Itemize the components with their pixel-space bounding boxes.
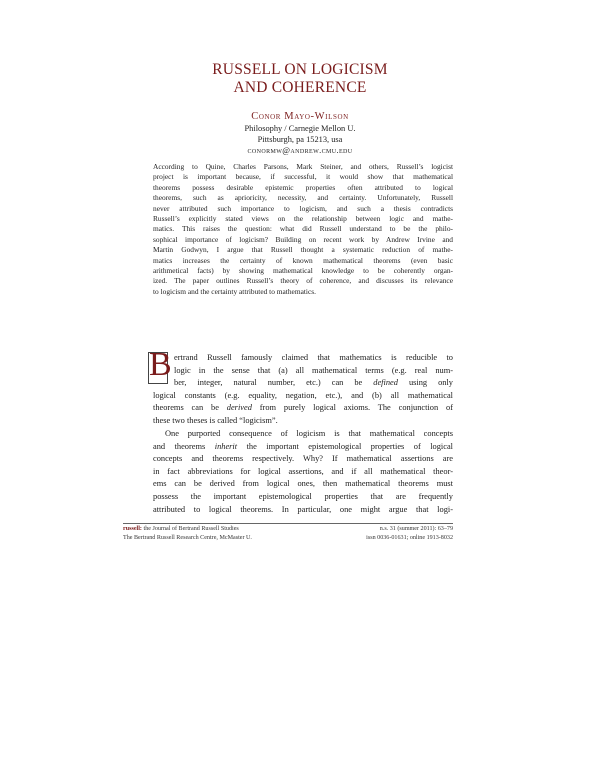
abstract-line: to logicism and the certainty attributed to mathematics. (153, 286, 316, 296)
text-line: ber, integer, natural number, etc.) can be defined using only (174, 378, 453, 388)
emphasis: inherit (214, 441, 238, 451)
footer-divider (123, 523, 453, 524)
footer-issue: n.s. 31 (summer 2011): 63–79 (379, 526, 453, 532)
text-line: concepts and theorems respectively. Why? If mathematical assertions are (153, 454, 453, 464)
abstract-line: arithmetical facts) by showing mathematical knowledge to be coherently organ- (153, 266, 453, 276)
footer-centre: The Bertrand Russell Research Centre, McMaster U. (123, 535, 252, 541)
abstract-line: project is important because, if successful, it would show that mathematical (153, 172, 453, 182)
abstract-line: never attributed such importance to logicism, and such a thesis contradicts (153, 203, 453, 213)
drop-cap: B (149, 346, 172, 383)
abstract (153, 162, 453, 297)
emphasis: derived (226, 403, 252, 413)
text-line: in fact abbreviations for logical assertions, and if all mathematical theor- (153, 466, 453, 476)
text-line: possess the important epistemological properties that are frequently (153, 491, 453, 501)
text-line: theorems can be derived from purely logical axioms. The conjunction of (153, 403, 453, 413)
abstract-line: According to Quine, Charles Parsons, Mark Steiner, and others, Russell’s logicist (153, 162, 453, 171)
footer-issn: issn 0036-01631; online 1913-8032 (366, 535, 453, 541)
author-name: Conor Mayo-Wilson (251, 111, 349, 122)
emphasis: defined (373, 378, 398, 388)
text-line: these two theses is called “logicism”. (153, 415, 278, 425)
abstract-line: matics. This raises the question: what did Russell understand to be the philo- (153, 224, 453, 234)
body-paragraph-2 (153, 428, 453, 516)
body-paragraph-1 (153, 352, 453, 428)
abstract-line: matics increases the certainty of known mathematical theorems (even basic (153, 255, 453, 265)
text-line: and theorems inherit the important epistemological properties of logical (153, 441, 454, 451)
text-line: ertrand Russell famously claimed that mathematics is reducible to (174, 353, 453, 362)
abstract-line: Russell’s explicitly stated views on the relationship between logic and mathe- (153, 214, 453, 224)
author-email: conormw@andrew.cmu.edu (247, 146, 353, 155)
text-line: logic in the sense that (a) all mathematical terms (e.g. real num- (174, 365, 453, 375)
author-affiliation: Philosophy / Carnegie Mellon U. (244, 124, 356, 133)
footer-journal: russell: the Journal of Bertrand Russell Studies (123, 526, 239, 532)
text-line: logical constants (e.g. equality, negation, etc.), and (b) all mathematical (153, 390, 453, 400)
abstract-line: theorems possess desirable epistemic properties often attributed to logical (153, 182, 453, 192)
abstract-line: Martin Godwyn, I argue that Russell thought a systematic reduction of mathe- (153, 245, 453, 255)
paper-title-line-2: AND COHERENCE (233, 79, 367, 96)
text-line: One purported consequence of logicism is that mathematical concepts (165, 429, 453, 438)
journal-brand: russell: (123, 526, 142, 532)
abstract-line: theorems, such as aprioricity, necessity, and certainty. Unfortunately, Russell (153, 193, 453, 203)
author-address: Pittsburgh, pa 15213, usa (257, 135, 343, 144)
abstract-line: sophical importance of logicism? Building on recent work by Andrew Irvine and (153, 234, 453, 244)
abstract-line: ized. The paper outlines Russell’s theory of coherence, and discusses its relevance (153, 276, 453, 286)
text-line: attributed to logical theorems. In particular, one might argue that logi- (153, 504, 453, 514)
paper-title-line-1: RUSSELL ON LOGICISM (212, 61, 388, 78)
text-line: ems can be derived from logical ones, then mathematical theorems must (153, 479, 453, 489)
